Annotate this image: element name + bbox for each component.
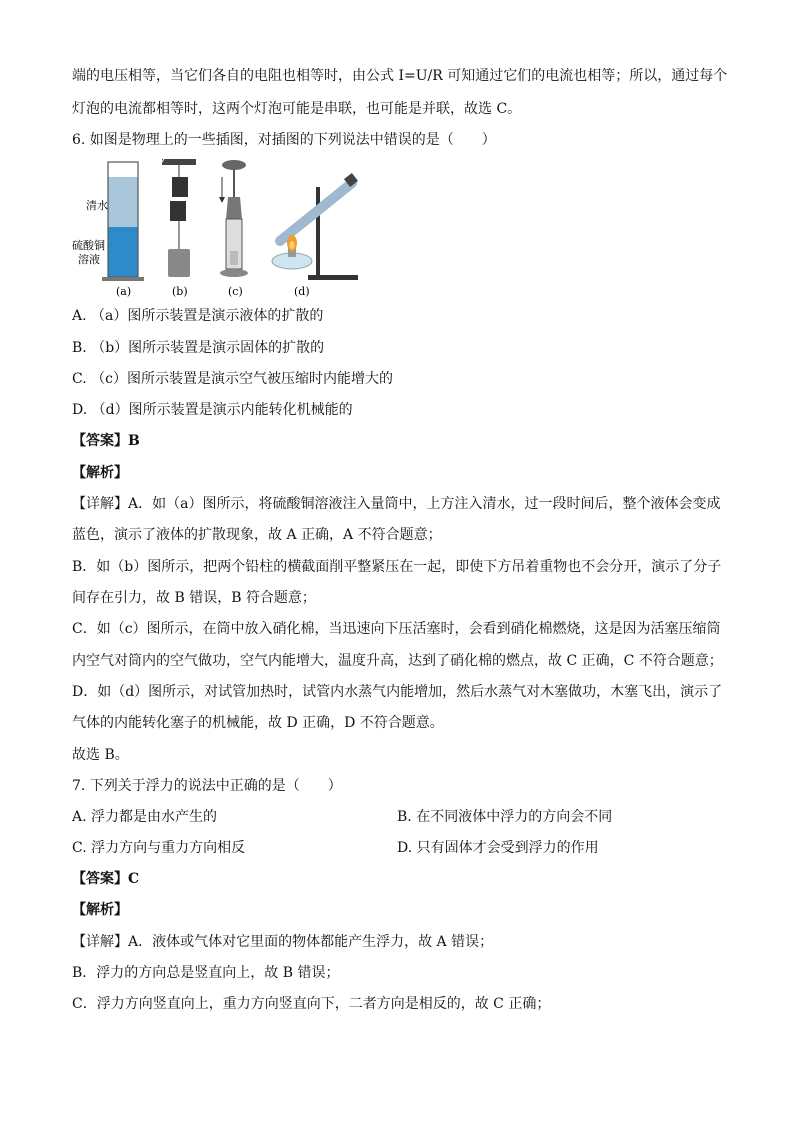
figure-c-compression <box>219 160 248 298</box>
detail-6-line: C．如（c）图所示，在筒中放入硝化棉，当迅速向下压活塞时，会看到硝化棉燃烧，这是因为活塞压缩筒 <box>72 621 721 637</box>
physics-figure <box>72 157 374 299</box>
option-6a: A. （a）图所示装置是演示液体的扩散的 <box>72 308 324 324</box>
figure-d-test-tube <box>272 173 358 298</box>
water-layer <box>108 177 138 227</box>
option-7d: D. 只有固体才会受到浮力的作用 <box>397 840 599 856</box>
detail-7-line: 【详解】A．液体或气体对它里面的物体都能产生浮力，故 A 错误； <box>72 934 494 950</box>
option-7b: B. 在不同液体中浮力的方向会不同 <box>397 809 613 825</box>
copper-label-1: 硫酸铜 <box>72 239 105 252</box>
detail-7-line: C．浮力方向竖直向上，重力方向竖直向下，二者方向是相反的，故 C 正确； <box>72 996 551 1012</box>
copper-sulfate-layer <box>108 227 138 277</box>
detail-6-line: 气体的内能转化塞子的机械能，故 D 正确，D 不符合题意。 <box>72 715 444 731</box>
detail-6-line: B．如（b）图所示，把两个铅柱的横截面削平整紧压在一起，即使下方吊着重物也不会分开，演示了分子 <box>72 559 722 575</box>
answer-7: 【答案】C <box>72 871 140 887</box>
detail-6-conclusion: 故选 B。 <box>72 747 129 763</box>
option-7a: A. 浮力都是由水产生的 <box>72 809 218 825</box>
detail-7-line: B．浮力的方向总是竖直向上，故 B 错误； <box>72 965 340 981</box>
question-6: 6. 如图是物理上的一些插图，对插图的下列说法中错误的是（ ） <box>72 132 496 148</box>
caption-c: (c) <box>228 285 243 298</box>
caption-b: (b) <box>172 285 188 298</box>
detail-6-line: D．如（d）图所示，对试管加热时，试管内水蒸气内能增加，然后水蒸气对木塞做功，木塞飞出，演示了 <box>72 684 723 700</box>
detail-6-line: 间存在引力，故 B 错误，B 符合题意； <box>72 590 316 606</box>
text-line: 端的电压相等，当它们各自的电阻也相等时，由公式 I=U/R 可知通过它们的电流也相等；所以，通过每个 <box>72 68 728 84</box>
answer-6: 【答案】B <box>72 433 140 449</box>
detail-6-line: 内空气对筒内的空气做功，空气内能增大，温度升高，达到了硝化棉的燃点，故 C 正确，C 不符合题意； <box>72 653 723 669</box>
text-line: 灯泡的电流都相等时，这两个灯泡可能是串联，也可能是并联，故选 C。 <box>72 101 522 117</box>
detail-6-line: 【详解】A．如（a）图所示，将硫酸铜溶液注入量筒中，上方注入清水，过一段时间后，整个液体会变成 <box>72 496 721 512</box>
caption-d: (d) <box>294 285 310 298</box>
copper-label-2: 溶液 <box>78 253 100 266</box>
question-7: 7. 下列关于浮力的说法中正确的是（ ） <box>72 778 342 794</box>
option-6d: D. （d）图所示装置是演示内能转化机械能的 <box>72 402 353 418</box>
figure-b-lead-cylinders <box>160 159 196 298</box>
option-7c: C. 浮力方向与重力方向相反 <box>72 840 246 856</box>
analysis-6-heading: 【解析】 <box>72 465 128 481</box>
detail-6-line: 蓝色，演示了液体的扩散现象，故 A 正确，A 不符合题意； <box>72 527 442 543</box>
analysis-7-heading: 【解析】 <box>72 902 128 918</box>
water-label: 清水 <box>86 199 108 212</box>
figure-illustrations <box>72 157 374 299</box>
figure-a-cylinder <box>72 162 144 298</box>
option-6c: C. （c）图所示装置是演示空气被压缩时内能增大的 <box>72 371 393 387</box>
caption-a: (a) <box>116 285 132 298</box>
option-6b: B. （b）图所示装置是演示固体的扩散的 <box>72 340 325 356</box>
